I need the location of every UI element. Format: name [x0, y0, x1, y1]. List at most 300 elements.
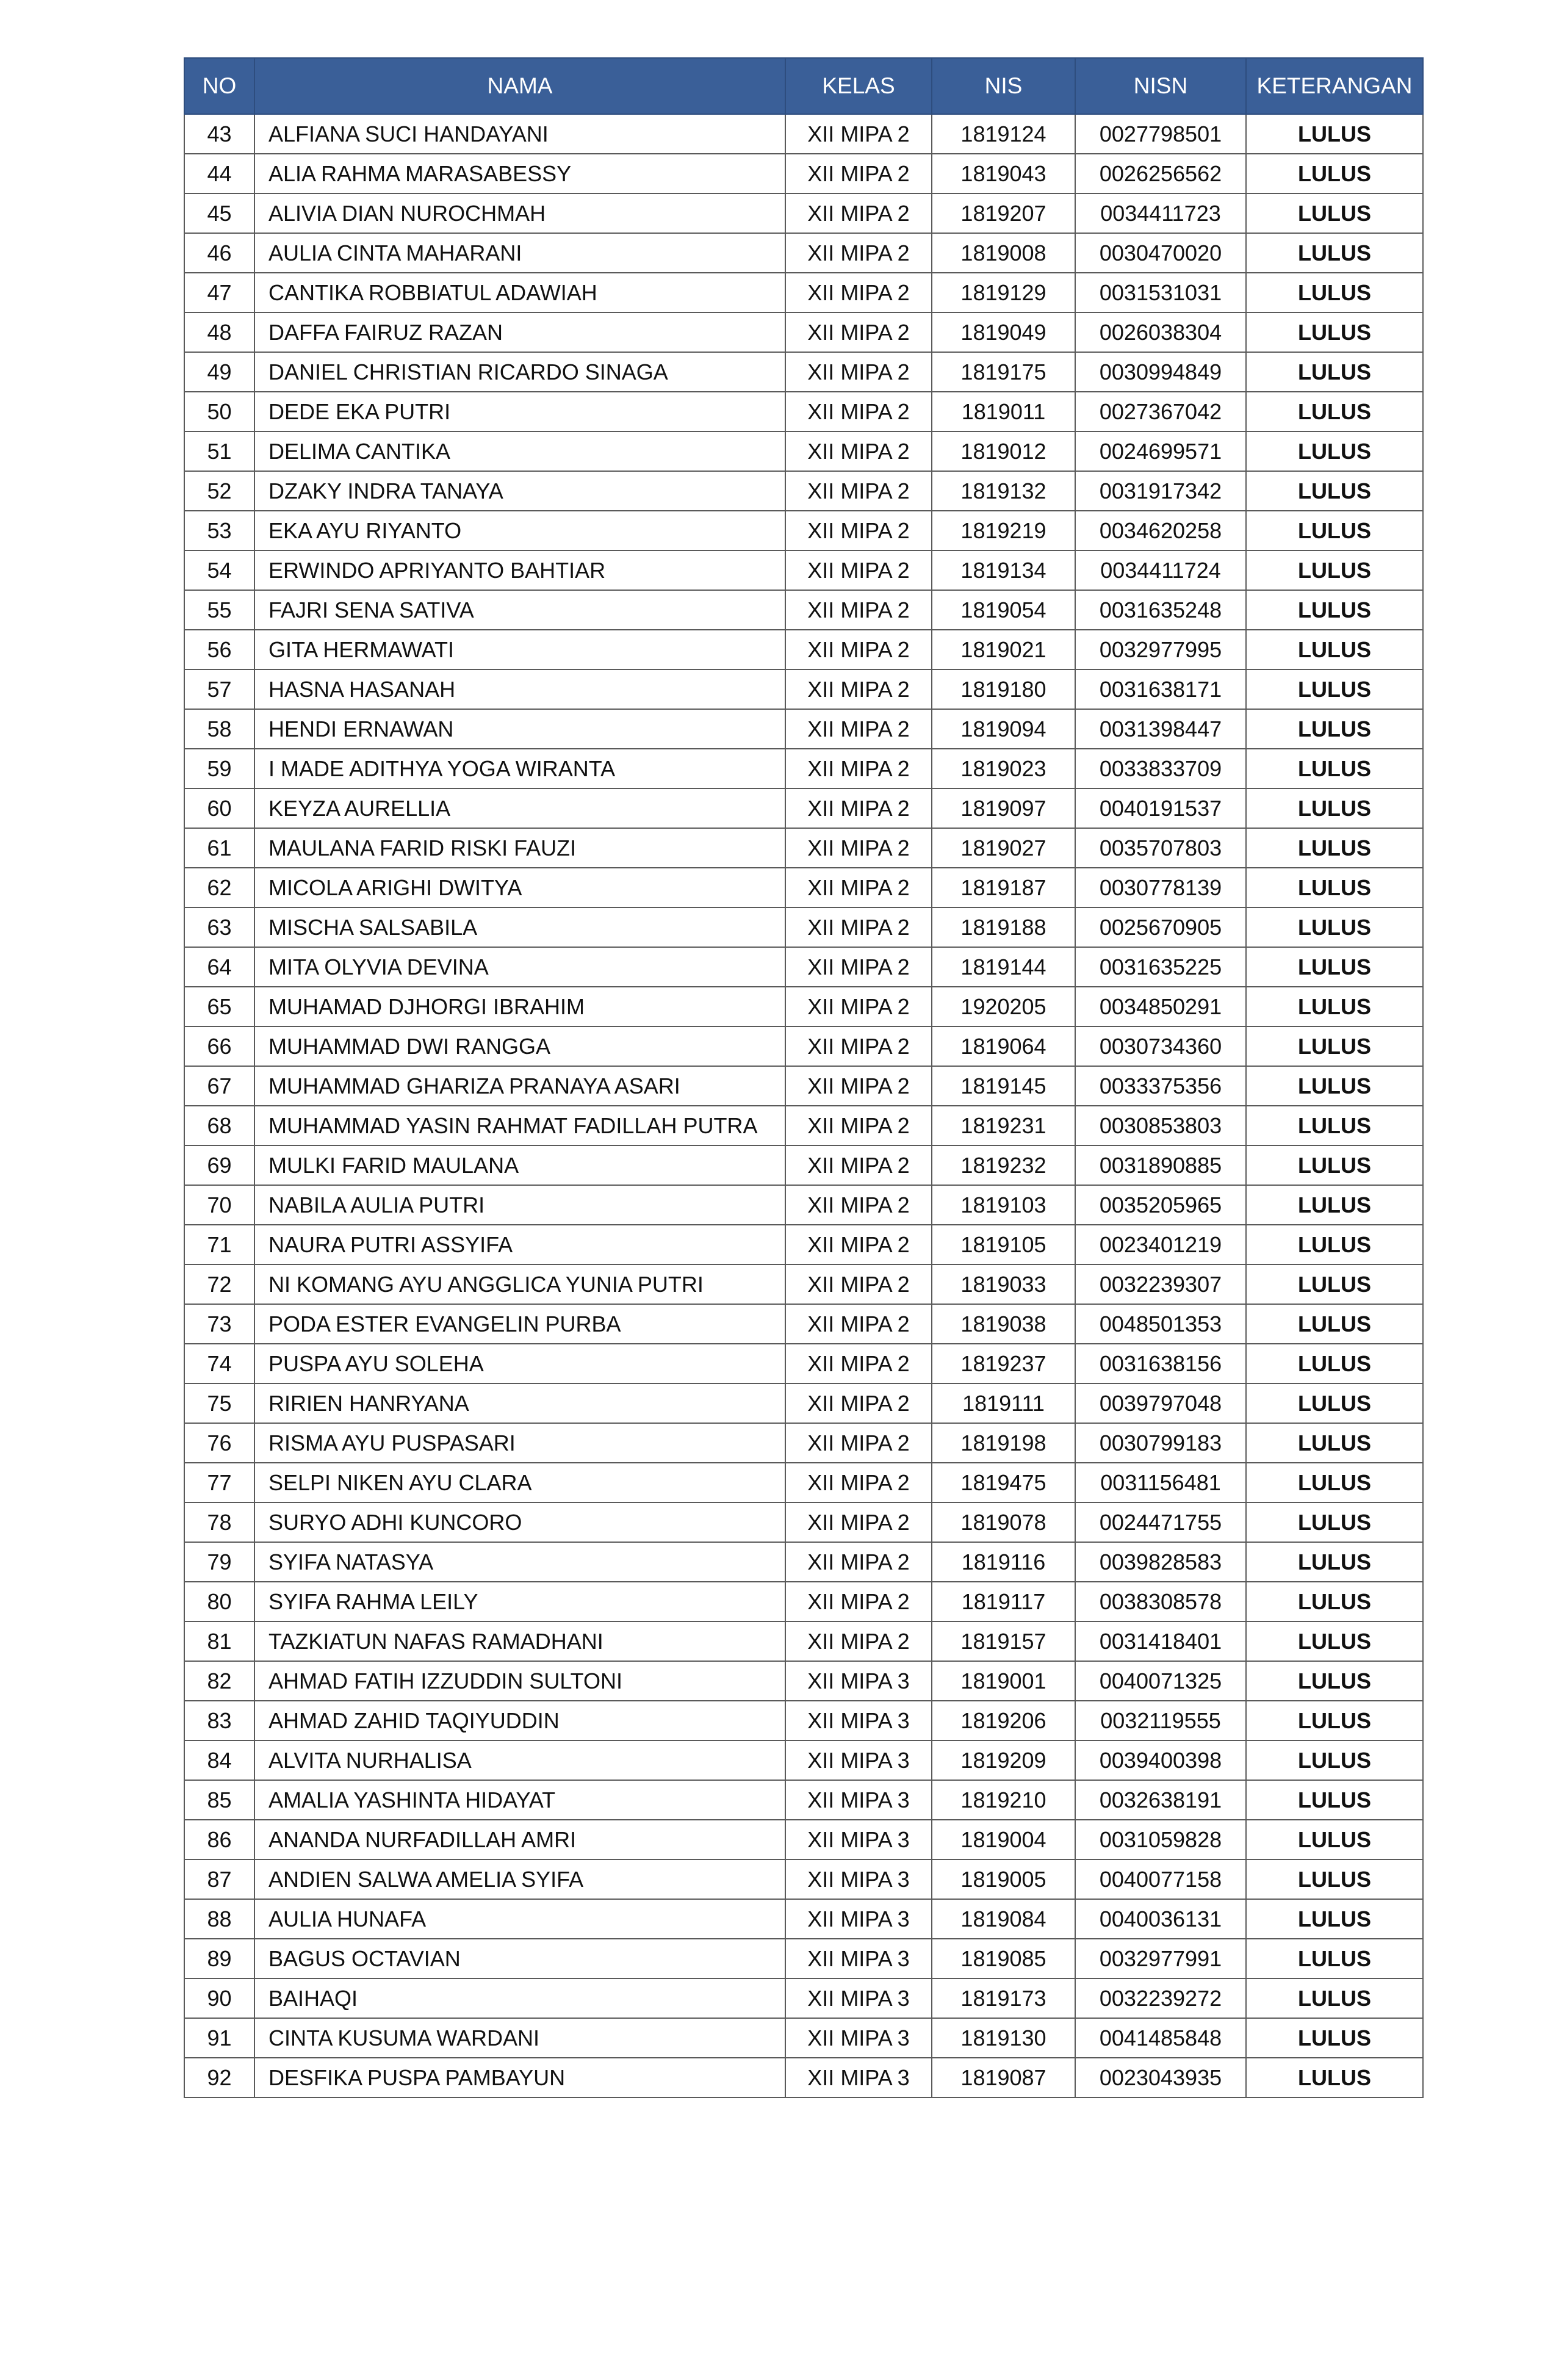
table-row — [184, 1780, 1423, 1820]
cell-nis: 1819210 — [932, 1780, 1075, 1820]
cell-keterangan: LULUS — [1246, 471, 1423, 511]
cell-no: 63 — [184, 907, 254, 947]
table-row — [184, 868, 1423, 907]
cell-kelas: XII MIPA 2 — [785, 788, 932, 828]
cell-no: 71 — [184, 1225, 254, 1264]
cell-nisn: 0040191537 — [1075, 788, 1246, 828]
cell-kelas: XII MIPA 2 — [785, 1225, 932, 1264]
cell-nama: NI KOMANG AYU ANGGLICA YUNIA PUTRI — [254, 1264, 785, 1304]
cell-no: 86 — [184, 1820, 254, 1859]
table-row — [184, 431, 1423, 471]
cell-nis: 1819198 — [932, 1423, 1075, 1463]
table-row — [184, 1621, 1423, 1661]
cell-nama: SURYO ADHI KUNCORO — [254, 1502, 785, 1542]
cell-nisn: 0031635248 — [1075, 590, 1246, 630]
cell-keterangan: LULUS — [1246, 1383, 1423, 1423]
cell-keterangan: LULUS — [1246, 987, 1423, 1026]
cell-keterangan: LULUS — [1246, 868, 1423, 907]
cell-nis: 1819124 — [932, 114, 1075, 154]
cell-nis: 1819180 — [932, 669, 1075, 709]
cell-nis: 1819130 — [932, 2018, 1075, 2058]
cell-nisn: 0030734360 — [1075, 1026, 1246, 1066]
cell-no: 57 — [184, 669, 254, 709]
cell-no: 43 — [184, 114, 254, 154]
cell-nama: CANTIKA ROBBIATUL ADAWIAH — [254, 273, 785, 312]
table-row — [184, 1740, 1423, 1780]
cell-nama: CINTA KUSUMA WARDANI — [254, 2018, 785, 2058]
table-row — [184, 788, 1423, 828]
header-keterangan: KETERANGAN — [1246, 58, 1423, 114]
cell-keterangan: LULUS — [1246, 193, 1423, 233]
table-row — [184, 154, 1423, 193]
cell-kelas: XII MIPA 3 — [785, 1939, 932, 1978]
table-row — [184, 1225, 1423, 1264]
table-row — [184, 1820, 1423, 1859]
cell-nisn: 0031398447 — [1075, 709, 1246, 749]
cell-kelas: XII MIPA 2 — [785, 1026, 932, 1066]
cell-nama: PUSPA AYU SOLEHA — [254, 1344, 785, 1383]
cell-kelas: XII MIPA 2 — [785, 987, 932, 1026]
cell-nama: ERWINDO APRIYANTO BAHTIAR — [254, 550, 785, 590]
cell-no: 65 — [184, 987, 254, 1026]
cell-nisn: 0026038304 — [1075, 312, 1246, 352]
cell-kelas: XII MIPA 2 — [785, 352, 932, 392]
cell-nis: 1819231 — [932, 1106, 1075, 1145]
cell-keterangan: LULUS — [1246, 749, 1423, 788]
cell-nisn: 0030470020 — [1075, 233, 1246, 273]
cell-nis: 1819103 — [932, 1185, 1075, 1225]
cell-nisn: 0030853803 — [1075, 1106, 1246, 1145]
cell-keterangan: LULUS — [1246, 1185, 1423, 1225]
cell-no: 60 — [184, 788, 254, 828]
cell-keterangan: LULUS — [1246, 947, 1423, 987]
cell-nama: NAURA PUTRI ASSYIFA — [254, 1225, 785, 1264]
header-row — [184, 58, 1423, 114]
cell-nama: FAJRI SENA SATIVA — [254, 590, 785, 630]
cell-nama: HASNA HASANAH — [254, 669, 785, 709]
table-row — [184, 1423, 1423, 1463]
cell-nis: 1819004 — [932, 1820, 1075, 1859]
cell-kelas: XII MIPA 2 — [785, 590, 932, 630]
cell-nisn: 0033833709 — [1075, 749, 1246, 788]
cell-nisn: 0023401219 — [1075, 1225, 1246, 1264]
cell-keterangan: LULUS — [1246, 154, 1423, 193]
table-row — [184, 1026, 1423, 1066]
table-row — [184, 2058, 1423, 2097]
header-nisn: NISN — [1075, 58, 1246, 114]
cell-nisn: 0033375356 — [1075, 1066, 1246, 1106]
cell-kelas: XII MIPA 2 — [785, 1621, 932, 1661]
cell-kelas: XII MIPA 3 — [785, 1780, 932, 1820]
cell-nis: 1819117 — [932, 1582, 1075, 1621]
cell-keterangan: LULUS — [1246, 1026, 1423, 1066]
cell-nama: MUHAMAD DJHORGI IBRAHIM — [254, 987, 785, 1026]
cell-nama: MICOLA ARIGHI DWITYA — [254, 868, 785, 907]
table-row — [184, 1185, 1423, 1225]
cell-keterangan: LULUS — [1246, 233, 1423, 273]
cell-kelas: XII MIPA 2 — [785, 193, 932, 233]
cell-nis: 1819023 — [932, 749, 1075, 788]
cell-keterangan: LULUS — [1246, 1423, 1423, 1463]
cell-no: 55 — [184, 590, 254, 630]
cell-kelas: XII MIPA 2 — [785, 749, 932, 788]
cell-nisn: 0032977995 — [1075, 630, 1246, 669]
cell-keterangan: LULUS — [1246, 2058, 1423, 2097]
cell-kelas: XII MIPA 3 — [785, 1740, 932, 1780]
cell-nama: ALVITA NURHALISA — [254, 1740, 785, 1780]
cell-no: 54 — [184, 550, 254, 590]
cell-nama: MUHAMMAD YASIN RAHMAT FADILLAH PUTRA — [254, 1106, 785, 1145]
cell-nama: GITA HERMAWATI — [254, 630, 785, 669]
table-row — [184, 193, 1423, 233]
header-kelas: KELAS — [785, 58, 932, 114]
table-row — [184, 2018, 1423, 2058]
cell-no: 62 — [184, 868, 254, 907]
table-row — [184, 828, 1423, 868]
table-row — [184, 1145, 1423, 1185]
table-row — [184, 1344, 1423, 1383]
cell-kelas: XII MIPA 3 — [785, 2058, 932, 2097]
table-row — [184, 273, 1423, 312]
cell-nis: 1819064 — [932, 1026, 1075, 1066]
cell-no: 87 — [184, 1859, 254, 1899]
cell-kelas: XII MIPA 2 — [785, 154, 932, 193]
cell-nisn: 0048501353 — [1075, 1304, 1246, 1344]
table-row — [184, 1304, 1423, 1344]
cell-nama: I MADE ADITHYA YOGA WIRANTA — [254, 749, 785, 788]
cell-keterangan: LULUS — [1246, 1978, 1423, 2018]
cell-keterangan: LULUS — [1246, 312, 1423, 352]
cell-keterangan: LULUS — [1246, 1661, 1423, 1701]
cell-keterangan: LULUS — [1246, 907, 1423, 947]
cell-keterangan: LULUS — [1246, 511, 1423, 550]
cell-keterangan: LULUS — [1246, 1582, 1423, 1621]
table-row — [184, 1978, 1423, 2018]
cell-keterangan: LULUS — [1246, 1145, 1423, 1185]
cell-kelas: XII MIPA 2 — [785, 114, 932, 154]
cell-nama: DZAKY INDRA TANAYA — [254, 471, 785, 511]
cell-nisn: 0035205965 — [1075, 1185, 1246, 1225]
cell-no: 75 — [184, 1383, 254, 1423]
cell-keterangan: LULUS — [1246, 1939, 1423, 1978]
cell-no: 90 — [184, 1978, 254, 2018]
cell-nama: AMALIA YASHINTA HIDAYAT — [254, 1780, 785, 1820]
cell-nis: 1819206 — [932, 1701, 1075, 1740]
cell-nis: 1819232 — [932, 1145, 1075, 1185]
cell-kelas: XII MIPA 2 — [785, 709, 932, 749]
table-row — [184, 114, 1423, 154]
cell-keterangan: LULUS — [1246, 1780, 1423, 1820]
cell-nisn: 0025670905 — [1075, 907, 1246, 947]
table-row — [184, 1859, 1423, 1899]
cell-nis: 1819144 — [932, 947, 1075, 987]
cell-keterangan: LULUS — [1246, 1701, 1423, 1740]
cell-nama: EKA AYU RIYANTO — [254, 511, 785, 550]
table-row — [184, 1582, 1423, 1621]
cell-keterangan: LULUS — [1246, 630, 1423, 669]
cell-nama: KEYZA AURELLIA — [254, 788, 785, 828]
cell-kelas: XII MIPA 2 — [785, 1185, 932, 1225]
cell-kelas: XII MIPA 3 — [785, 1701, 932, 1740]
cell-nisn: 0041485848 — [1075, 2018, 1246, 2058]
cell-no: 79 — [184, 1542, 254, 1582]
cell-no: 46 — [184, 233, 254, 273]
cell-nama: MITA OLYVIA DEVINA — [254, 947, 785, 987]
table-row — [184, 1701, 1423, 1740]
cell-kelas: XII MIPA 2 — [785, 1502, 932, 1542]
cell-nis: 1819209 — [932, 1740, 1075, 1780]
cell-nisn: 0032239307 — [1075, 1264, 1246, 1304]
cell-no: 76 — [184, 1423, 254, 1463]
cell-nisn: 0039828583 — [1075, 1542, 1246, 1582]
header-no: NO — [184, 58, 254, 114]
cell-nis: 1819116 — [932, 1542, 1075, 1582]
graduation-results-table — [184, 57, 1424, 2098]
cell-nama: SYIFA NATASYA — [254, 1542, 785, 1582]
cell-no: 83 — [184, 1701, 254, 1740]
cell-no: 80 — [184, 1582, 254, 1621]
cell-kelas: XII MIPA 2 — [785, 1106, 932, 1145]
cell-nama: DAFFA FAIRUZ RAZAN — [254, 312, 785, 352]
cell-nama: ALIVIA DIAN NUROCHMAH — [254, 193, 785, 233]
cell-nis: 1819187 — [932, 868, 1075, 907]
cell-keterangan: LULUS — [1246, 590, 1423, 630]
cell-nama: NABILA AULIA PUTRI — [254, 1185, 785, 1225]
table-row — [184, 312, 1423, 352]
cell-keterangan: LULUS — [1246, 1621, 1423, 1661]
cell-kelas: XII MIPA 2 — [785, 828, 932, 868]
cell-no: 74 — [184, 1344, 254, 1383]
cell-nisn: 0035707803 — [1075, 828, 1246, 868]
cell-keterangan: LULUS — [1246, 1463, 1423, 1502]
table-row — [184, 669, 1423, 709]
cell-nisn: 0026256562 — [1075, 154, 1246, 193]
cell-no: 68 — [184, 1106, 254, 1145]
cell-no: 73 — [184, 1304, 254, 1344]
cell-no: 91 — [184, 2018, 254, 2058]
cell-kelas: XII MIPA 2 — [785, 669, 932, 709]
cell-nisn: 0031059828 — [1075, 1820, 1246, 1859]
cell-kelas: XII MIPA 2 — [785, 1582, 932, 1621]
cell-nis: 1819001 — [932, 1661, 1075, 1701]
cell-kelas: XII MIPA 3 — [785, 1661, 932, 1701]
cell-nisn: 0034850291 — [1075, 987, 1246, 1026]
cell-nama: ANANDA NURFADILLAH AMRI — [254, 1820, 785, 1859]
table-row — [184, 1899, 1423, 1939]
cell-kelas: XII MIPA 2 — [785, 868, 932, 907]
cell-nama: AHMAD ZAHID TAQIYUDDIN — [254, 1701, 785, 1740]
cell-nama: DEDE EKA PUTRI — [254, 392, 785, 431]
cell-nis: 1819475 — [932, 1463, 1075, 1502]
cell-no: 49 — [184, 352, 254, 392]
cell-nis: 1819038 — [932, 1304, 1075, 1344]
cell-nisn: 0031531031 — [1075, 273, 1246, 312]
cell-nisn: 0040077158 — [1075, 1859, 1246, 1899]
cell-keterangan: LULUS — [1246, 1502, 1423, 1542]
cell-no: 51 — [184, 431, 254, 471]
cell-nisn: 0034620258 — [1075, 511, 1246, 550]
cell-nisn: 0030778139 — [1075, 868, 1246, 907]
cell-kelas: XII MIPA 2 — [785, 1066, 932, 1106]
table-row — [184, 1463, 1423, 1502]
cell-nis: 1819021 — [932, 630, 1075, 669]
cell-nama: TAZKIATUN NAFAS RAMADHANI — [254, 1621, 785, 1661]
cell-nis: 1819111 — [932, 1383, 1075, 1423]
cell-nisn: 0027367042 — [1075, 392, 1246, 431]
cell-nama: RISMA AYU PUSPASARI — [254, 1423, 785, 1463]
cell-kelas: XII MIPA 2 — [785, 273, 932, 312]
cell-keterangan: LULUS — [1246, 431, 1423, 471]
cell-nis: 1819043 — [932, 154, 1075, 193]
cell-nis: 1819033 — [932, 1264, 1075, 1304]
cell-nisn: 0031917342 — [1075, 471, 1246, 511]
cell-nisn: 0034411723 — [1075, 193, 1246, 233]
cell-no: 82 — [184, 1661, 254, 1701]
cell-nis: 1819087 — [932, 2058, 1075, 2097]
cell-kelas: XII MIPA 3 — [785, 1820, 932, 1859]
cell-kelas: XII MIPA 2 — [785, 312, 932, 352]
cell-nisn: 0031156481 — [1075, 1463, 1246, 1502]
table-row — [184, 630, 1423, 669]
cell-keterangan: LULUS — [1246, 1899, 1423, 1939]
cell-keterangan: LULUS — [1246, 1344, 1423, 1383]
cell-nis: 1819078 — [932, 1502, 1075, 1542]
cell-keterangan: LULUS — [1246, 1225, 1423, 1264]
cell-keterangan: LULUS — [1246, 1106, 1423, 1145]
cell-no: 89 — [184, 1939, 254, 1978]
table-row — [184, 1264, 1423, 1304]
cell-kelas: XII MIPA 2 — [785, 947, 932, 987]
table-row — [184, 907, 1423, 947]
table-row — [184, 709, 1423, 749]
cell-kelas: XII MIPA 2 — [785, 1344, 932, 1383]
cell-kelas: XII MIPA 2 — [785, 1542, 932, 1582]
cell-kelas: XII MIPA 3 — [785, 1978, 932, 2018]
cell-kelas: XII MIPA 2 — [785, 1423, 932, 1463]
cell-keterangan: LULUS — [1246, 114, 1423, 154]
cell-nis: 1819012 — [932, 431, 1075, 471]
table-row — [184, 511, 1423, 550]
cell-keterangan: LULUS — [1246, 2018, 1423, 2058]
cell-nisn: 0032977991 — [1075, 1939, 1246, 1978]
cell-nis: 1819134 — [932, 550, 1075, 590]
table-row — [184, 590, 1423, 630]
cell-no: 78 — [184, 1502, 254, 1542]
cell-keterangan: LULUS — [1246, 1859, 1423, 1899]
cell-keterangan: LULUS — [1246, 1304, 1423, 1344]
cell-nisn: 0034411724 — [1075, 550, 1246, 590]
cell-nisn: 0027798501 — [1075, 114, 1246, 154]
cell-nisn: 0031890885 — [1075, 1145, 1246, 1185]
cell-no: 50 — [184, 392, 254, 431]
table-row — [184, 749, 1423, 788]
cell-nisn: 0032638191 — [1075, 1780, 1246, 1820]
table-row — [184, 947, 1423, 987]
cell-nis: 1819237 — [932, 1344, 1075, 1383]
cell-nis: 1819129 — [932, 273, 1075, 312]
cell-nama: SYIFA RAHMA LEILY — [254, 1582, 785, 1621]
cell-nisn: 0031638171 — [1075, 669, 1246, 709]
cell-kelas: XII MIPA 2 — [785, 1463, 932, 1502]
table-row — [184, 1661, 1423, 1701]
cell-nisn: 0038308578 — [1075, 1582, 1246, 1621]
cell-nama: PODA ESTER EVANGELIN PURBA — [254, 1304, 785, 1344]
cell-kelas: XII MIPA 2 — [785, 1145, 932, 1185]
cell-no: 45 — [184, 193, 254, 233]
cell-nis: 1819157 — [932, 1621, 1075, 1661]
cell-keterangan: LULUS — [1246, 1542, 1423, 1582]
cell-no: 44 — [184, 154, 254, 193]
cell-nis: 1819054 — [932, 590, 1075, 630]
cell-no: 84 — [184, 1740, 254, 1780]
cell-nama: ALIA RAHMA MARASABESSY — [254, 154, 785, 193]
cell-nis: 1819207 — [932, 193, 1075, 233]
cell-keterangan: LULUS — [1246, 392, 1423, 431]
cell-kelas: XII MIPA 2 — [785, 630, 932, 669]
cell-kelas: XII MIPA 2 — [785, 1264, 932, 1304]
cell-nama: SELPI NIKEN AYU CLARA — [254, 1463, 785, 1502]
cell-keterangan: LULUS — [1246, 352, 1423, 392]
cell-no: 48 — [184, 312, 254, 352]
cell-nisn: 0039797048 — [1075, 1383, 1246, 1423]
cell-no: 52 — [184, 471, 254, 511]
cell-nis: 1819145 — [932, 1066, 1075, 1106]
cell-nisn: 0032239272 — [1075, 1978, 1246, 2018]
cell-kelas: XII MIPA 2 — [785, 511, 932, 550]
cell-nis: 1819097 — [932, 788, 1075, 828]
table-header — [184, 58, 1423, 114]
cell-keterangan: LULUS — [1246, 1066, 1423, 1106]
cell-nisn: 0031635225 — [1075, 947, 1246, 987]
cell-nisn: 0024471755 — [1075, 1502, 1246, 1542]
table-row — [184, 1066, 1423, 1106]
cell-nis: 1920205 — [932, 987, 1075, 1026]
header-nis: NIS — [932, 58, 1075, 114]
cell-keterangan: LULUS — [1246, 709, 1423, 749]
cell-kelas: XII MIPA 2 — [785, 431, 932, 471]
cell-nis: 1819011 — [932, 392, 1075, 431]
cell-nama: MUHAMMAD DWI RANGGA — [254, 1026, 785, 1066]
cell-nisn: 0024699571 — [1075, 431, 1246, 471]
cell-nis: 1819219 — [932, 511, 1075, 550]
table-row — [184, 233, 1423, 273]
table-row — [184, 1502, 1423, 1542]
cell-no: 88 — [184, 1899, 254, 1939]
cell-nama: AULIA CINTA MAHARANI — [254, 233, 785, 273]
table-row — [184, 392, 1423, 431]
cell-nama: MAULANA FARID RISKI FAUZI — [254, 828, 785, 868]
cell-no: 64 — [184, 947, 254, 987]
table-row — [184, 987, 1423, 1026]
cell-nama: DESFIKA PUSPA PAMBAYUN — [254, 2058, 785, 2097]
cell-nama: MULKI FARID MAULANA — [254, 1145, 785, 1185]
cell-nama: ALFIANA SUCI HANDAYANI — [254, 114, 785, 154]
cell-keterangan: LULUS — [1246, 1264, 1423, 1304]
cell-kelas: XII MIPA 2 — [785, 907, 932, 947]
cell-no: 85 — [184, 1780, 254, 1820]
cell-kelas: XII MIPA 3 — [785, 1899, 932, 1939]
cell-keterangan: LULUS — [1246, 550, 1423, 590]
cell-nama: HENDI ERNAWAN — [254, 709, 785, 749]
cell-keterangan: LULUS — [1246, 1740, 1423, 1780]
cell-kelas: XII MIPA 2 — [785, 471, 932, 511]
cell-nis: 1819027 — [932, 828, 1075, 868]
cell-kelas: XII MIPA 2 — [785, 550, 932, 590]
cell-keterangan: LULUS — [1246, 1820, 1423, 1859]
cell-no: 53 — [184, 511, 254, 550]
cell-nisn: 0031418401 — [1075, 1621, 1246, 1661]
cell-keterangan: LULUS — [1246, 828, 1423, 868]
